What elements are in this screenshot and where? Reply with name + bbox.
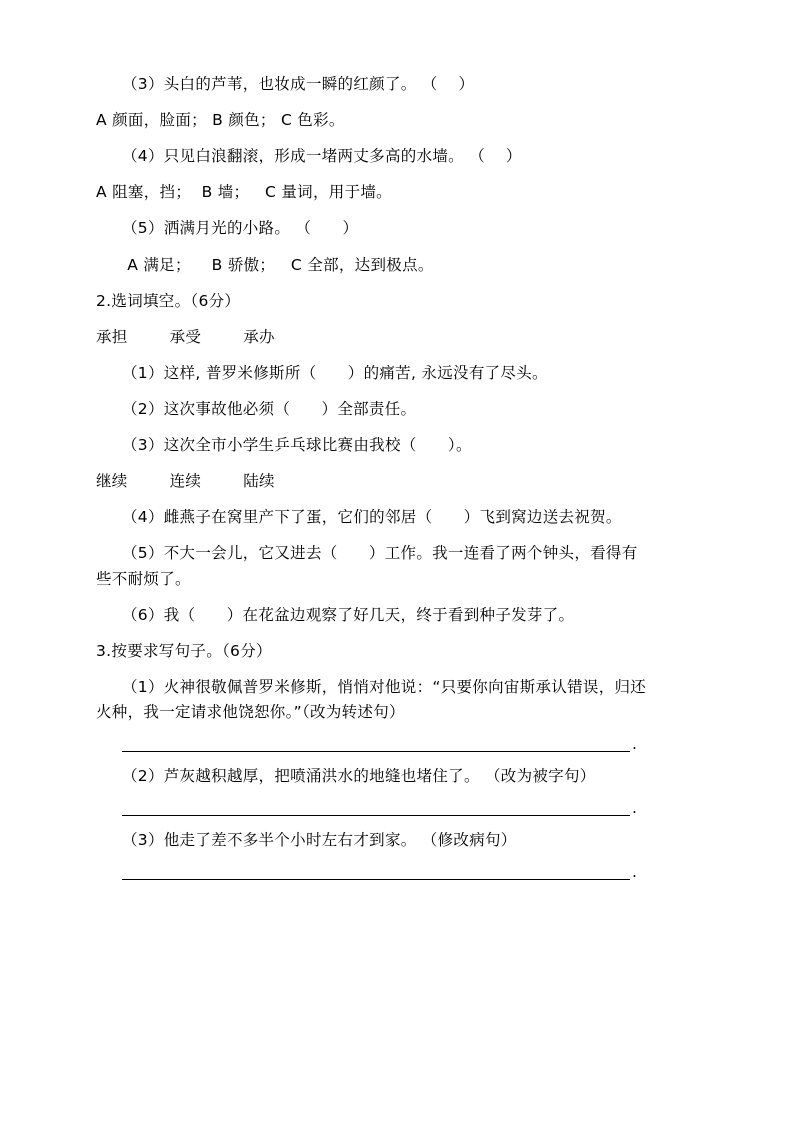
- question-3-line: （3）头白的芦苇，也妆成一瞬的红颜了。 （ ）: [122, 75, 475, 93]
- answer-blank-1-rule[interactable]: [122, 736, 630, 752]
- options-4: A 阻塞，挡； B 墙； C 量词，用于墙。: [96, 183, 392, 202]
- rewrite-1-line-2: 火种，我一定请求他饶恕你。”（改为转述句）: [96, 702, 405, 721]
- rewrite-1: [96, 675, 697, 725]
- answer-blank-1-period: .: [632, 734, 637, 753]
- fill-3: （3）这次全市小学生乒乓球比赛由我校（ ）。: [122, 436, 472, 455]
- rewrite-3: （3）他走了差不多半个小时左右才到家。 （修改病句）: [122, 831, 517, 850]
- answer-blank-3-rule[interactable]: [122, 864, 630, 880]
- word-bank-1-word-2: 承受: [169, 327, 202, 346]
- word-bank-2-word-3: 陆续: [243, 472, 275, 491]
- answer-blank-2-period: .: [632, 798, 637, 817]
- question-5-line: （5）洒满月光的小路。 （ ）: [122, 219, 359, 238]
- word-bank-1: [96, 325, 697, 350]
- word-bank-1-word-1: 承担: [96, 327, 128, 346]
- fill-5-line-2: 些不耐烦了。: [96, 569, 191, 588]
- section-2-heading: 2.选词填空。（6分）: [96, 291, 241, 310]
- rewrite-2: （2）芦灰越积越厚，把喷涌洪水的地缝也堵住了。 （改为被字句）: [122, 767, 596, 786]
- answer-blank-2[interactable]: [96, 800, 697, 816]
- question-4-line: （4）只见白浪翻滚，形成一堵两丈多高的水墙。 （ ）: [122, 147, 522, 166]
- options-3: A 颜面，脸面； B 颜色； C 色彩。: [96, 111, 345, 130]
- fill-1: （1）这样, 普罗米修斯所（ ）的痛苦, 永远没有了尽头。: [122, 363, 548, 382]
- fill-2: （2）这次事故他必须（ ）全部责任。: [122, 399, 417, 418]
- word-bank-1-word-3: 承办: [243, 327, 275, 346]
- word-bank-2-word-1: 继续: [96, 472, 128, 491]
- answer-blank-3[interactable]: [96, 864, 697, 880]
- fill-5: [96, 541, 697, 591]
- fill-5-line-1: （5）不大一会儿，它又进去（ ）工作。我一连看了两个钟头，看得有: [122, 544, 638, 563]
- section-3-heading: 3.按要求写句子。（6分）: [96, 641, 272, 660]
- word-bank-2: [96, 469, 697, 494]
- rewrite-1-line-1: （1）火神很敬佩普罗米修斯，悄悄对他说：“只要你向宙斯承认错误，归还: [122, 677, 647, 696]
- answer-blank-1[interactable]: [96, 736, 697, 752]
- answer-blank-3-period: .: [632, 862, 637, 881]
- fill-4: （4）雌燕子在窝里产下了蛋，它们的邻居（ ）飞到窝边送去祝贺。: [122, 508, 622, 527]
- options-5: A 满足； B 骄傲； C 全部，达到极点。: [122, 255, 434, 274]
- word-bank-2-word-2: 连续: [169, 472, 202, 491]
- fill-6: （6）我（ ）在花盆边观察了好几天，终于看到种子发芽了。: [122, 605, 575, 624]
- answer-blank-2-rule[interactable]: [122, 800, 630, 816]
